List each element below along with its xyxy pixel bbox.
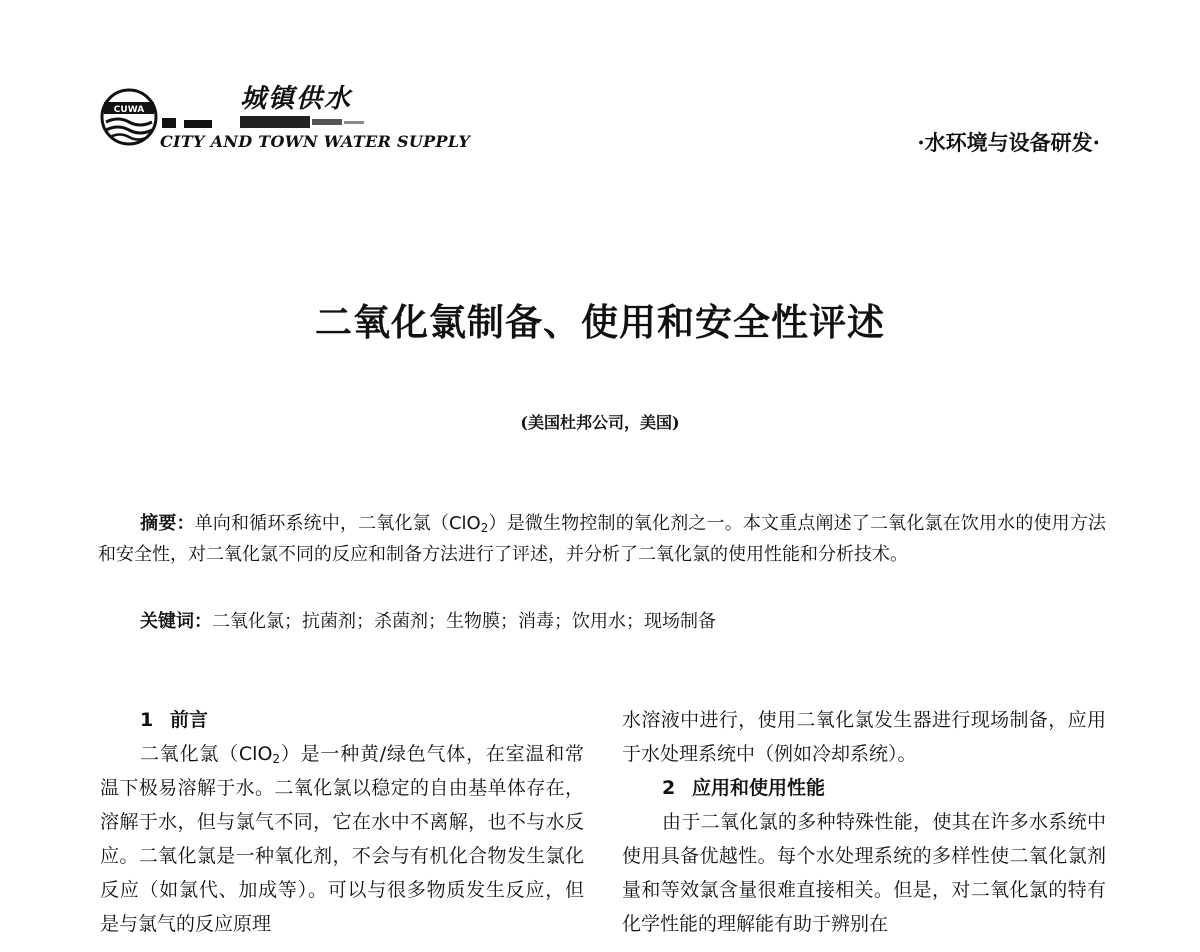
abstract-subscript: 2: [480, 521, 489, 535]
section-tag: ·水环境与设备研发·: [917, 130, 1100, 155]
author-affiliation: (美国杜邦公司，美国): [520, 413, 680, 432]
logo-abbr: CUWA: [113, 105, 145, 115]
keywords-text: 二氧化氯；抗菌剂；杀菌剂；生物膜；消毒；饮用水；现场制备: [212, 611, 716, 632]
section-2-heading: [622, 771, 1106, 805]
section-2-paragraph: 由于二氧化氯的多种特殊性能，使其在许多水系统中使用具备优越性。每个水处理系统的多样性使二氧化氯剂量和等效氯含量很难直接相关。但是，对二氧化氯的特有化学性能的理解能有助于辨别在: [622, 811, 1106, 935]
journal-name-en: CITY AND TOWN WATER SUPPLY: [160, 132, 471, 151]
section-1-paragraph: [100, 737, 584, 941]
journal-logo: [100, 78, 471, 158]
section-2-number: 2: [662, 777, 676, 799]
section-1-text-part1: 二氧化氯（ClO: [140, 743, 273, 765]
abstract-text-part2: ）是微生物控制的氧化剂之一。本文重点阐述了二氧化氯在饮用水的使用方法和安全性，对二氧化氯不同的反应和制备方法进行了评述，并分析了二氧化氯的使用性能和分析技术。: [98, 513, 1107, 565]
abstract: [98, 508, 1106, 570]
cuwa-emblem-icon: [100, 88, 158, 146]
keywords-label: 关键词：: [140, 611, 212, 632]
section-1-subscript: 2: [272, 752, 281, 766]
abstract-text-part1: 单向和循环系统中，二氧化氯（ClO: [194, 513, 481, 534]
section-1-text-part2: ）是一种黄/绿色气体，在室温和常温下极易溶解于水。二氧化氯以稳定的自由基单体存在，溶解于水，但与氯气不同，它在水中不离解，也不与水反应。二氧化氯是一种氧化剂，不会与有机化合物发生氯化反应（如氯代、加成等）。可以与很多物质发生反应，但是与氯气的反应原理: [100, 743, 584, 935]
journal-name-cn: 城镇供水: [240, 84, 353, 114]
section-2-title: 应用和使用性能: [692, 777, 826, 799]
section-1-number: 1: [140, 709, 154, 731]
body-column-left: [100, 703, 584, 941]
article-title: 二氧化氯制备、使用和安全性评述: [315, 300, 885, 344]
section-1-heading: [100, 703, 584, 737]
keywords: [140, 606, 1106, 637]
abstract-label: 摘要：: [140, 513, 195, 534]
section-1-title: 前言: [170, 709, 209, 731]
logo-decoration: [162, 116, 382, 130]
continued-paragraph: 水溶液中进行，使用二氧化氯发生器进行现场制备，应用于水处理系统中（例如冷却系统）。: [622, 709, 1106, 765]
body-column-right: [622, 703, 1106, 941]
